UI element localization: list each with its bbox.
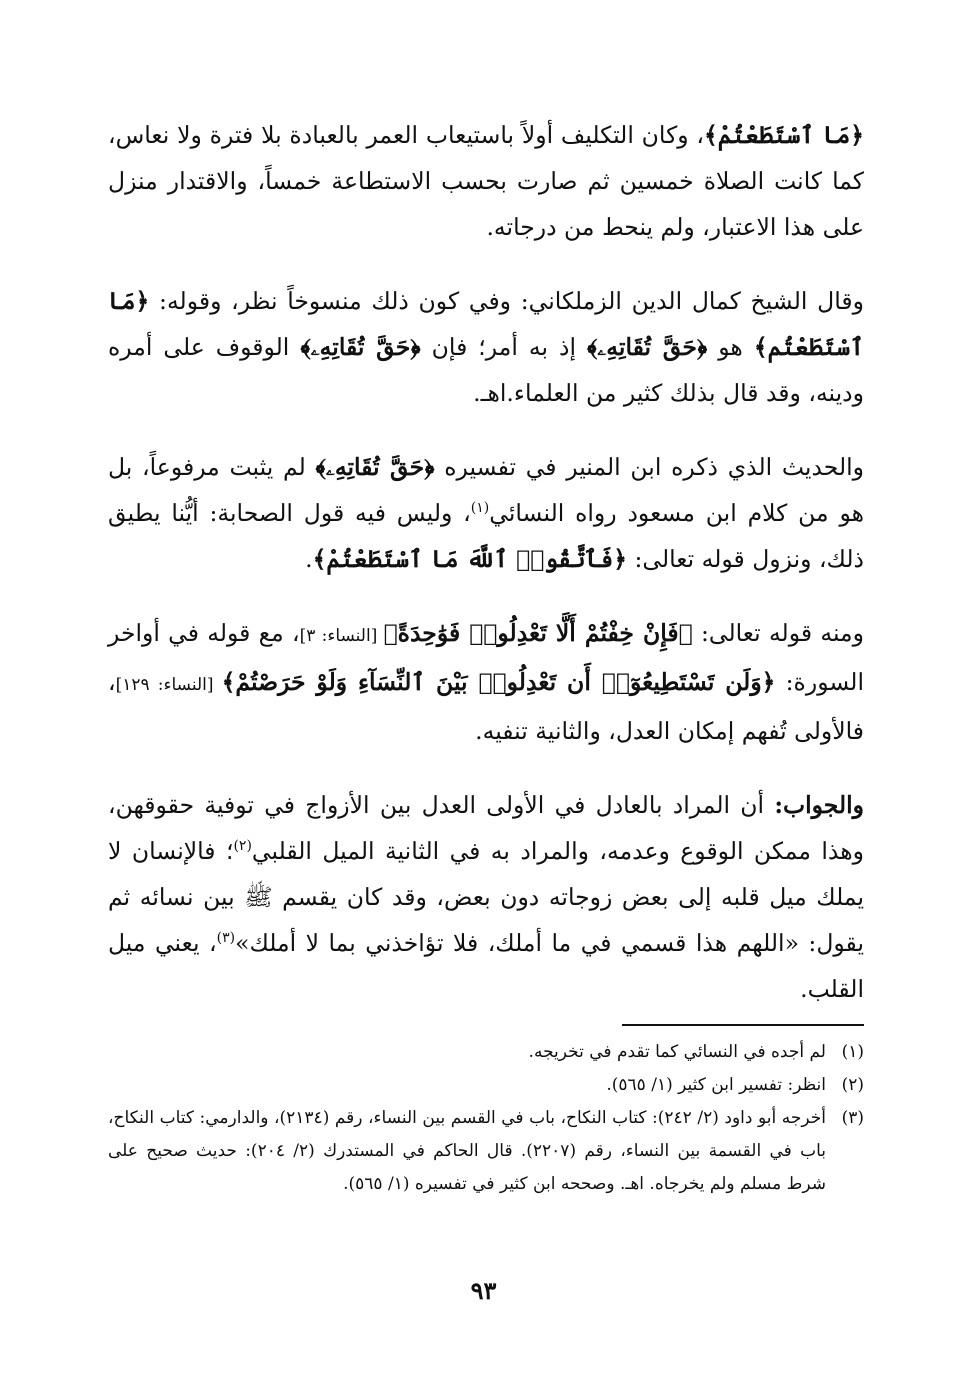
footnote-marker[interactable]: (٢) [233, 838, 252, 855]
quran-verse: ﴿فَإِنْ خِفْتُمْ أَلَّا تَعْدِلُوا۟ فَوَٰحِدَةً﴾ [383, 619, 693, 647]
paragraph-2 [108, 278, 864, 416]
quran-verse: ﴿مَا ٱسْتَطَعْتُمْ﴾ [704, 121, 864, 149]
paragraph-text: ، فالأولى تُفهم إمكان العدل، والثانية تنفيه. [108, 668, 864, 745]
footnote-text: لم أجده في النسائي كما تقدم في تخريجه. [528, 1042, 826, 1062]
paragraph-text: ، مع قوله في أواخر السورة: [108, 619, 865, 696]
footnote-divider [622, 1024, 864, 1026]
paragraph-text: الوقوف على أمره ودينه، وقد قال بذلك كثير من العلماء.اهـ. [108, 333, 864, 407]
quran-verse: ﴿مَا ٱسْتَطَعْتُم﴾ [108, 287, 864, 361]
footnote-number: (١) [841, 1042, 864, 1062]
footnote-number: (٣) [841, 1108, 864, 1128]
footnotes [108, 1036, 864, 1201]
verse-reference: [النساء: ٣] [299, 626, 384, 646]
paragraph-text: ، وليس فيه قول الصحابة: أيُّنا يطيق ذلك، ونزول قوله تعالى: [108, 499, 864, 573]
paragraph-text: أن المراد بالعادل في الأولى العدل بين الأزواج في توفية حقوقهن، وهذا ممكن الوقوع وعدمه، والمراد به في الثانية الميل القلبي [108, 791, 865, 865]
paragraph-text: ؛ فالإنسان لا يملك ميل قلبه إلى بعض زوجاته دون بعض، وقد كان يقسم ﷺ بين نسائه ثم يقول: «اللهم هذا قسمي في ما أملك، فلا تؤاخذني بما لا أملك» [108, 837, 864, 957]
paragraph-3 [108, 444, 864, 582]
paragraph-5 [108, 782, 864, 1012]
verse-reference: [النساء: ١٢٩] [115, 675, 222, 695]
paragraph-text: وقال الشيخ كمال الدين الزملكاني: وفي كون ذلك منسوخاً نظر، وقوله: [149, 287, 864, 315]
paragraph-text: لم يثبت مرفوعاً، بل هو من كلام ابن مسعود رواه النسائي [108, 453, 864, 527]
quran-verse: ﴿وَلَن تَسْتَطِيعُوٓا۟ أَن تَعْدِلُوا۟ بَيْنَ ٱلنِّسَآءِ وَلَوْ حَرَصْتُمْ﴾ [221, 668, 776, 696]
footnote-marker[interactable]: (١) [470, 500, 490, 517]
footnote-text: انظر: تفسير ابن كثير (١/ ٥٦٥). [606, 1075, 826, 1095]
quran-verse: ﴿حَقَّ تُقَاتِهِۦ﴾ [315, 453, 435, 481]
paragraph-text: إذ به أمر؛ فإن [420, 333, 587, 361]
footnote-number: (٢) [841, 1075, 864, 1095]
footnote-2 [108, 1069, 864, 1102]
paragraph-text: ، وكان التكليف أولاً باستيعاب العمر بالعبادة بلا فترة ولا نعاس، كما كانت الصلاة خمسين ثم صارت بحسب الاستطاعة خمساً، والاقتدار منزل على هذا الاعتبار، ولم ينحط من درجاته. [108, 121, 864, 241]
paragraph-text: ، يعني ميل القلب. [108, 929, 864, 1003]
footnote-text: أخرجه أبو داود (٢/ ٢٤٢): كتاب النكاح، باب في القسم بين النساء، رقم (٢١٣٤)، والدارمي: كتاب النكاح، باب في القسمة بين النساء، رقم (٢٢٠٧). قال الحاكم في المستدرك (٢/ ٢٠٤): حديث صحيح على شرط مسلم ولم يخرجاه. اهـ. وصححه ابن كثير في تفسيره (١/ ٥٦٥). [108, 1108, 826, 1194]
quran-verse: ﴿حَقَّ تُقَاتِهِۦ﴾ [300, 333, 421, 361]
page-body [108, 112, 864, 1012]
footnote-1 [108, 1036, 864, 1069]
quran-verse: ﴿فَٱتَّقُوا۟ ٱللَّهَ مَا ٱسْتَطَعْتُمْ﴾ [312, 545, 627, 573]
answer-heading: والجواب: [774, 791, 864, 819]
paragraph-text: ومنه قوله تعالى: [692, 619, 864, 647]
footnote-3 [108, 1102, 864, 1201]
paragraph-text: . [305, 545, 313, 573]
paragraph-1 [108, 112, 864, 250]
quran-verse: ﴿حَقَّ تُقَاتِهِۦ﴾ [586, 333, 708, 361]
page-number: ٩٣ [470, 1276, 497, 1305]
paragraph-4 [108, 610, 864, 754]
paragraph-text: والحديث الذي ذكره ابن المنير في تفسيره [434, 453, 864, 481]
footnote-marker[interactable]: (٣) [216, 930, 236, 947]
paragraph-text: هو [707, 333, 754, 361]
